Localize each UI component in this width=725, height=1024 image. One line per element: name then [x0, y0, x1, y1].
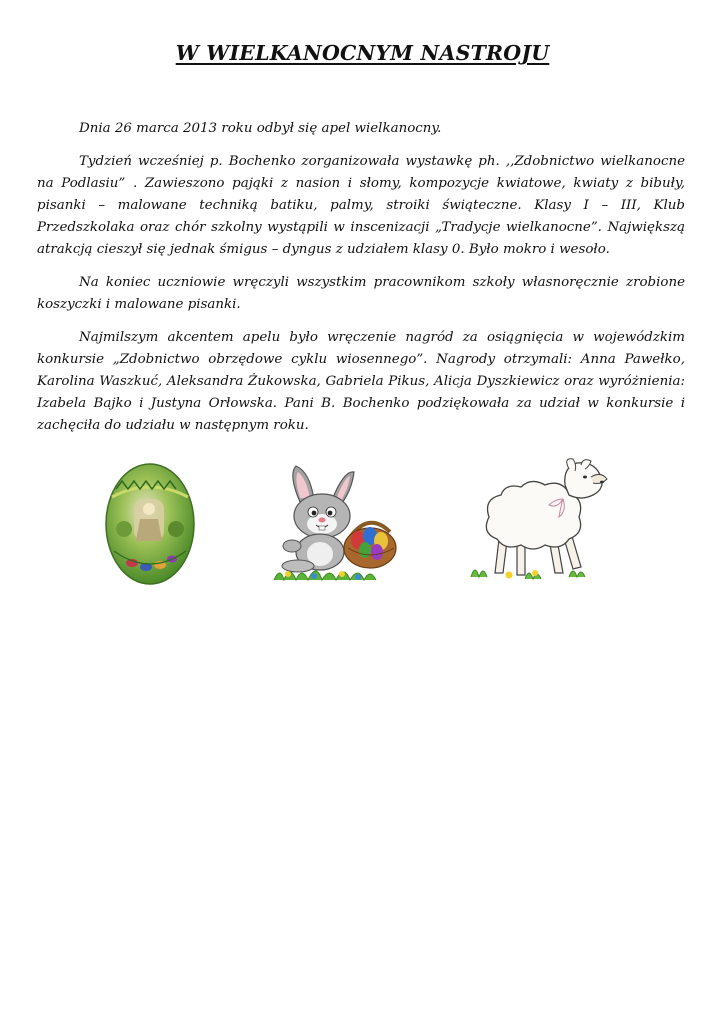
page-title: W WIELKANOCNYM NASTROJU — [175, 41, 550, 65]
bunny-with-basket-icon — [270, 462, 410, 588]
paragraph-1: Dnia 26 marca 2013 roku odbył się apel wielkanocny. — [79, 121, 442, 136]
paragraph-2: Tydzień wcześniej p. Bochenko zorganizowała wystawkę ph. ,,Zdobnictwo wielkanocne na Podlasiu” . Zawieszono pająki z nasion i słomy, kompozycje kwiatowe, kwiaty z bibuły, pisanki – malowane techniką batiku, palmy, stroiki świąteczne. Klasy I – III, Klub Przedszkolaka oraz chór szkolny wystąpili w inscenizacji „Tradycje wielkanocne”. Największą atrakcją cieszył się jednak śmigus – dyngus z udziałem klasy 0. Było mokro i wesoło. — [37, 154, 685, 257]
article-body — [37, 118, 685, 448]
lamb-icon — [465, 455, 610, 585]
paragraph-4: Najmilszym akcentem apelu było wręczenie nagród za osiągnięcia w wojewódzkim konkursie „Zdobnictwo obrzędowe cyklu wiosennego”. Nagrody otrzymali: Anna Pawełko, Karolina Waszkuć, Aleksandra Żukowska, Gabriela Pikus, Alicja Dyszkiewicz oraz wyróżnienia: Izabela Bajko i Justyna Orłowska. Pani B. Bochenko podziękowała za udział w konkursie i zachęciła do udziału w następnym roku. — [37, 330, 685, 433]
easter-egg-icon — [104, 459, 196, 585]
paragraph-3: Na koniec uczniowie wręczyli wszystkim pracownikom szkoły własnoręcznie zrobione koszyczki i malowane pisanki. — [37, 275, 685, 312]
